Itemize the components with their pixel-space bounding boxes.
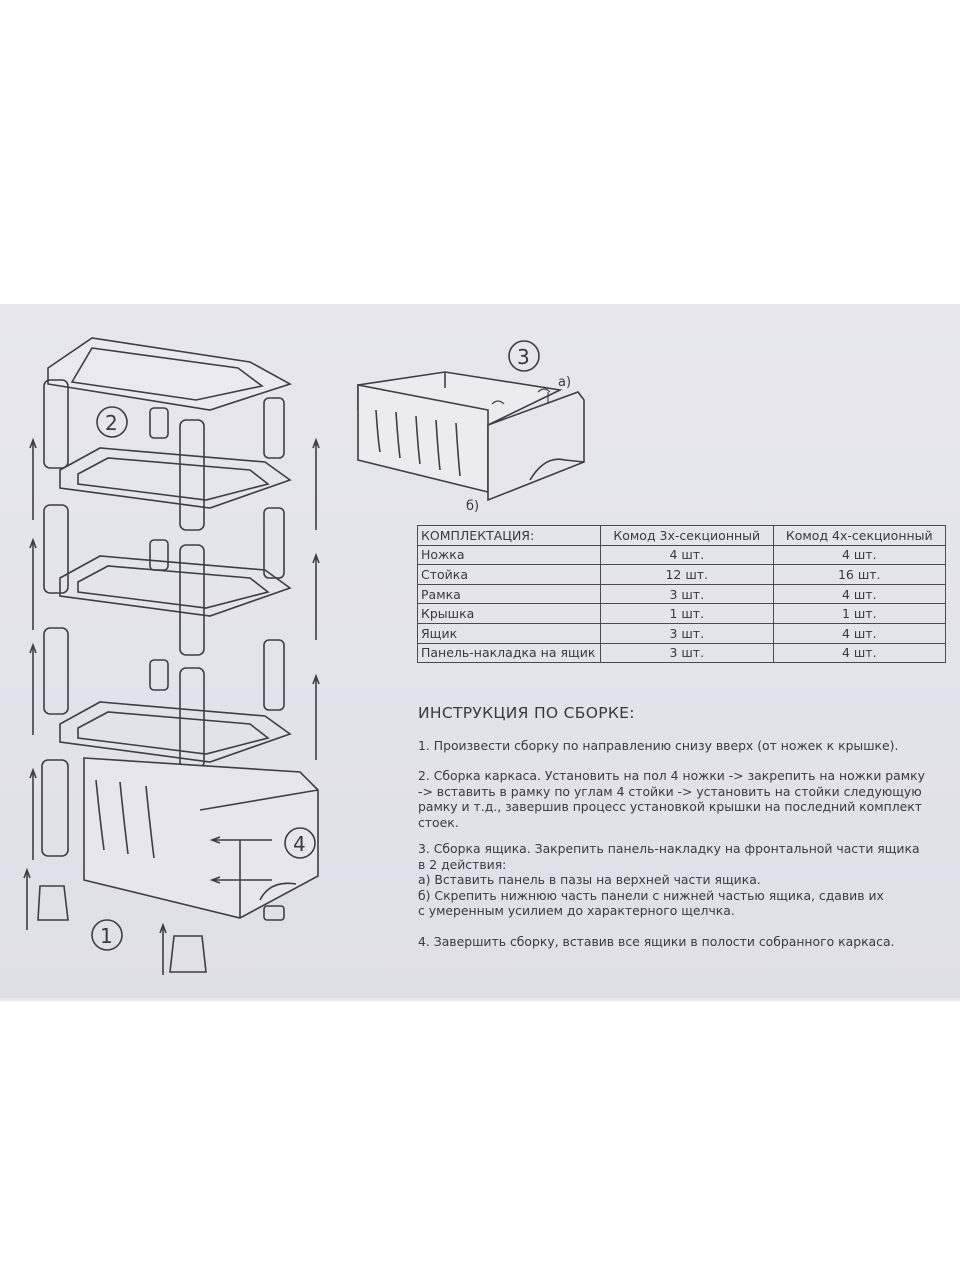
kit-qty-four: 4 шт. <box>773 545 946 565</box>
kit-table <box>417 525 946 663</box>
table-row <box>418 643 946 663</box>
instruction-line: б) Скрепить нижнюю часть панели с нижней частью ящика, сдавив их <box>418 887 884 903</box>
kit-qty-three: 1 шт. <box>601 604 774 624</box>
kit-qty-four: 16 шт. <box>773 565 946 585</box>
instruction-line: 2. Сборка каркаса. Установить на пол 4 ножки -> закрепить на ножки рамку <box>418 768 925 783</box>
instruction-line: -> вставить в рамку по углам 4 стойки -> установить на стойки следующую <box>418 783 922 799</box>
kit-header-four: Комод 4х-секционный <box>773 526 946 546</box>
kit-item-name: Стойка <box>418 565 601 585</box>
kit-item-name: Рамка <box>418 584 601 604</box>
step-2-label: 2 <box>105 411 118 435</box>
table-row <box>418 545 946 565</box>
instruction-step-1 <box>418 738 946 754</box>
table-row <box>418 604 946 624</box>
kit-item-name: Панель-накладка на ящик <box>418 643 601 663</box>
step-4-label: 4 <box>293 832 306 856</box>
step-a-label: а) <box>558 375 572 390</box>
kit-header-three: Комод 3х-секционный <box>601 526 774 546</box>
instructions-title: ИНСТРУКЦИЯ ПО СБОРКЕ: <box>418 704 635 722</box>
step-b-label: б) <box>466 499 480 514</box>
kit-qty-four: 4 шт. <box>773 623 946 643</box>
kit-item-name: Ножка <box>418 545 601 565</box>
drawer-illustration <box>358 372 584 500</box>
step-3-label: 3 <box>517 345 530 369</box>
kit-qty-four: 1 шт. <box>773 604 946 624</box>
instruction-line: 1. Произвести сборку по направлению снизу вверх (от ножек к крышке). <box>418 738 899 753</box>
kit-qty-three: 4 шт. <box>601 545 774 565</box>
frame-stack-illustration <box>24 338 319 975</box>
instruction-line: рамку и т.д., завершив процесс установкой крышки на последний комплект <box>418 799 922 814</box>
kit-qty-four: 4 шт. <box>773 643 946 663</box>
kit-header-name: КОМПЛЕКТАЦИЯ: <box>418 526 601 546</box>
kit-qty-three: 3 шт. <box>601 623 774 643</box>
instruction-line: в 2 действия: <box>418 856 507 872</box>
kit-qty-four: 4 шт. <box>773 584 946 604</box>
instruction-step-4 <box>418 934 946 950</box>
kit-item-name: Ящик <box>418 623 601 643</box>
table-row <box>418 584 946 604</box>
instruction-line: а) Вставить панель в пазы на верхней части ящика. <box>418 872 761 887</box>
instruction-line: 3. Сборка ящика. Закрепить панель-накладку на фронтальной части ящика <box>418 841 920 856</box>
instruction-line: с умеренным усилием до характерного щелчка. <box>418 903 735 918</box>
kit-qty-three: 12 шт. <box>601 565 774 585</box>
instruction-step-3 <box>418 841 946 919</box>
step-1-label: 1 <box>100 924 113 948</box>
kit-qty-three: 3 шт. <box>601 584 774 604</box>
kit-item-name: Крышка <box>418 604 601 624</box>
table-row <box>418 565 946 585</box>
instruction-line: 4. Завершить сборку, вставив все ящики в полости собранного каркаса. <box>418 934 895 949</box>
kit-qty-three: 3 шт. <box>601 643 774 663</box>
table-row <box>418 623 946 643</box>
instruction-step-2 <box>418 768 946 830</box>
instruction-line: стоек. <box>418 814 459 830</box>
kit-table-header <box>418 526 946 546</box>
